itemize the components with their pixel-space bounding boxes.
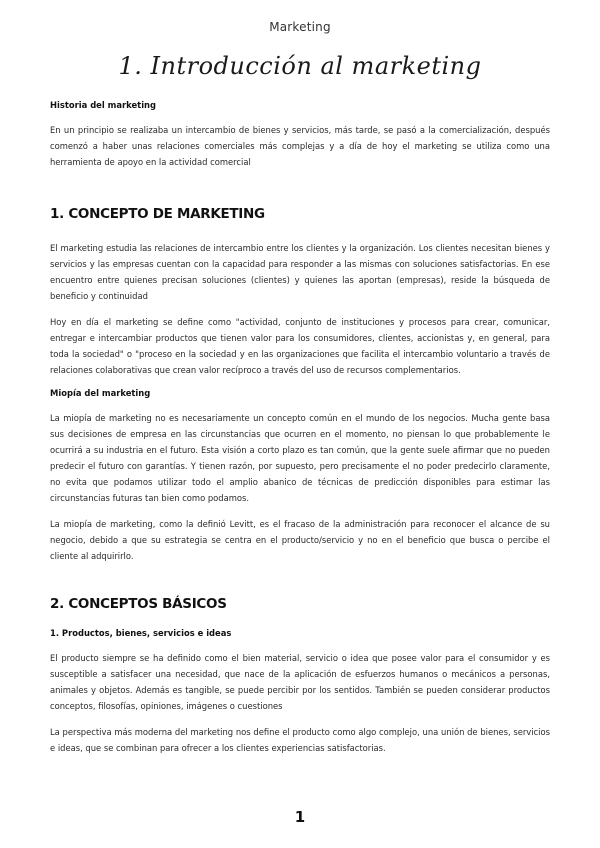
page-number: 1	[294, 808, 306, 826]
miopia-subheading: Miopía del marketing	[50, 388, 151, 398]
paragraph: Hoy en día el marketing se define como "actividad, conjunto de instituciones y procesos para crear, comunicar, entregar e intercambiar productos que tienen valor para los consumidores, clientes, accionistas y, en general, para toda la sociedad" o "proceso en la sociedad y en las organizaciones que facilita el intercambio voluntario a través de relaciones colaborativas que crean valor recíproco a través del uso de recursos complementarios.	[50, 317, 550, 375]
productos-subheading: 1. Productos, bienes, servicios e ideas	[50, 628, 232, 638]
paragraph: La miopía de marketing no es necesariamente un concepto común en el mundo de los negocios. Mucha gente basa sus decisiones de empresa en las circunstancias que ocurren en el momento, no piensan lo que probablemente le ocurrirá a su industria en el futuro. Esta visión a corto plazo es tan común, que la gente suele afirmar que no pueden predecir el futuro con garantías. Y tienen razón, por supuesto, pero precisamente el no poder predecirlo claramente, no evita que podamos utilizar todo el amplio abanico de técnicas de predicción disponibles para estimar las circunstancias futuras tan bien como podamos.	[50, 413, 550, 503]
document-title: 1. Introducción al marketing	[118, 52, 482, 80]
paragraph: El marketing estudia las relaciones de intercambio entre los clientes y la organización. Los clientes necesitan bienes y servicios y las empresas cuentan con la capacidad para responder a las mismas con soluciones satisfactorias. En ese encuentro entre quienes precisan soluciones (clientes) y quienes las aportan (empresas), reside la búsqueda de beneficio y continuidad	[50, 243, 550, 301]
intro-paragraph: En un principio se realizaba un intercambio de bienes y servicios, más tarde, se pasó a la comercialización, después comenzó a haber unas relaciones comerciales más complejas y a día de hoy el marketing se utiliza como una herramienta de apoyo en la actividad comercial	[50, 125, 550, 167]
paragraph: La perspectiva más moderna del marketing nos define el producto como algo complejo, una unión de bienes, servicios e ideas, que se combinan para ofrecer a los clientes experiencias satisfactorias.	[50, 727, 550, 753]
section-heading-concepto: 1. CONCEPTO DE MARKETING	[50, 206, 265, 222]
intro-subheading: Historia del marketing	[50, 100, 157, 110]
running-header: Marketing	[269, 20, 331, 34]
paragraph: La miopía de marketing, como la definió Levitt, es el fracaso de la administración para reconocer el alcance de su negocio, debido a que su estrategia se centra en el producto/servicio y no en el beneficio que busca o percibe el cliente al adquirirlo.	[50, 519, 550, 561]
section-heading-conceptos-basicos: 2. CONCEPTOS BÁSICOS	[50, 596, 227, 612]
paragraph: El producto siempre se ha definido como el bien material, servicio o idea que posee valor para el consumidor y es susceptible a satisfacer una necesidad, que nace de la aplicación de esfuerzos humanos o mecánicos a personas, animales y objetos. Además es tangible, se puede percibir por los sentidos. También se pueden considerar productos conceptos, filosofías, opiniones, imágenes o cuestiones	[50, 653, 550, 711]
